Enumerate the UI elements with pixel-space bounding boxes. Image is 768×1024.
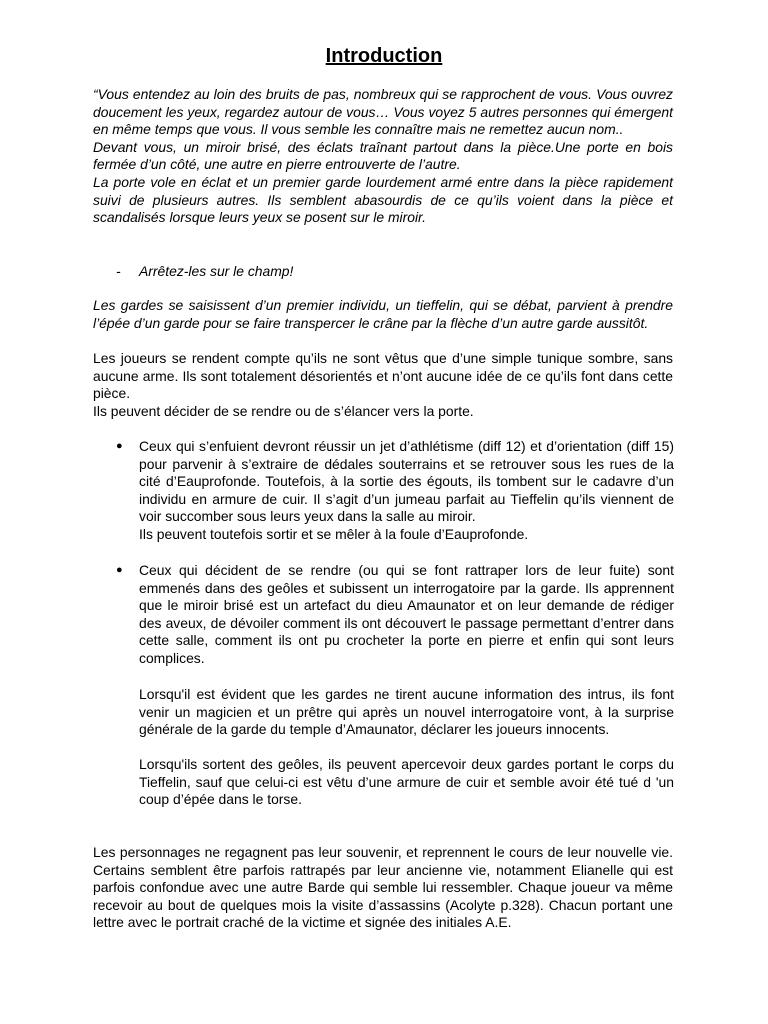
page-title: Introduction (325, 45, 443, 67)
narration-line-3: La porte vole en éclat et un premier garde lourdement armé entre dans la pièce rapidement suivi de plusieurs autres. Ils semblent abasourdis de ce qu’ils voient dans la pièce et scandalisés lorsque leurs yeux se posent sur le miroir. (93, 173, 673, 226)
surrender-paragraph-3: Lorsqu'ils sortent des geôles, ils peuvent apercevoir deux gardes portant le corps du Tieffelin, sauf que celui-ci est vêtu d’une armure de cuir et semble avoir été tué d 'un coup d’épée dans le torse. (139, 756, 674, 808)
surrender-paragraph-2: Lorsqu'il est évident que les gardes ne tirent aucune information des intrus, ils font venir un magicien et un prêtre qui après un nouvel interrogatoire vont, à la surprise générale de la garde du temple d’Amaunator, déclarer les joueurs innocents. (139, 686, 674, 738)
conclusion-paragraph: Les personnages ne regagnent pas leur souvenir, et reprennent le cours de leur nouvelle vie. Certains semblent être parfois rattrapés par leur ancienne vie, notamment Elianelle qui est parfois confondue avec une autre Barde qui semble lui ressembler. Chaque joueur va même recevoir au bout de quelques mois la visite d’assassins (Acolyte p.328). Chacun portant une lettre avec le portrait craché de la victime et signée des initiales A.E. (93, 844, 673, 931)
bullet-icon: ● (116, 440, 123, 452)
dialogue-line: Arrêtez-les sur le champ! (139, 263, 294, 279)
surrender-bullet-item (139, 562, 674, 668)
flee-paragraph-2: Ils peuvent toutefois sortir et se mêler à la foule d’Eauprofonde. (139, 525, 529, 542)
flee-paragraph: Ceux qui s’enfuient devront réussir un jet d’athlétisme (diff 12) et d’orientation (diff 15) pour parvenir à s’extraire de dédales souterrains et se retrouver sous les rues de la cité d’Eauprofonde. Toutefois, à la sortie des égouts, ils tombent sur le cadavre d’un individu en armure de cuir. Il s’agit d’un jumeau parfait au Tieffelin qu’ils viennent de voir succomber sous leurs yeux dans la salle au miroir. (139, 438, 674, 525)
players-intro-line-2: Ils peuvent décider de se rendre ou de s’élancer vers la porte. (93, 402, 474, 419)
players-intro-line-1: Les joueurs se rendent compte qu’ils ne sont vêtus que d’une simple tunique sombre, sans aucune arme. Ils sont totalement désorientés et n’ont aucune idée de ce qu’ils font dans cette pièce. (93, 350, 673, 402)
narration-paragraph-2: Les gardes se saisissent d’un premier individu, un tieffelin, qui se débat, parvient à prendre l’épée d’un garde pour se faire transpercer le crâne par la flèche d’un autre garde aussitôt. (93, 297, 673, 331)
bullet-icon: ● (116, 564, 123, 576)
narration-line-1: “Vous entendez au loin des bruits de pas, nombreux qui se rapprochent de vous. Vous ouvrez doucement les yeux, regardez autour de vous… Vous voyez 5 autres personnes qui émergent en même temps que vous. Il vous semble les connaître mais ne remettez aucun nom.. (93, 86, 673, 138)
narration-paragraph (93, 86, 673, 227)
narration-line-2: Devant vous, un miroir brisé, des éclats traînant partout dans la pièce.Une porte en bois fermée d’un côté, une autre en pierre entrouverte de l’autre. (93, 138, 673, 173)
surrender-paragraph: Ceux qui décident de se rendre (ou qui se font rattraper lors de leur fuite) sont emmenés dans des geôles et subissent un interrogatoire par la garde. Ils apprennent que le miroir brisé est un artefact du dieu Amaunator et on leur demande de rédiger des aveux, de dévoiler comment ils ont découvert le passage permettant d’entrer dans cette salle, comment ils ont pu crocheter la porte en pierre et enfin qui sont leurs complices. (139, 562, 674, 666)
players-intro-paragraph (93, 350, 673, 420)
dialogue-dash: - (116, 263, 121, 279)
flee-bullet-item (139, 438, 674, 544)
